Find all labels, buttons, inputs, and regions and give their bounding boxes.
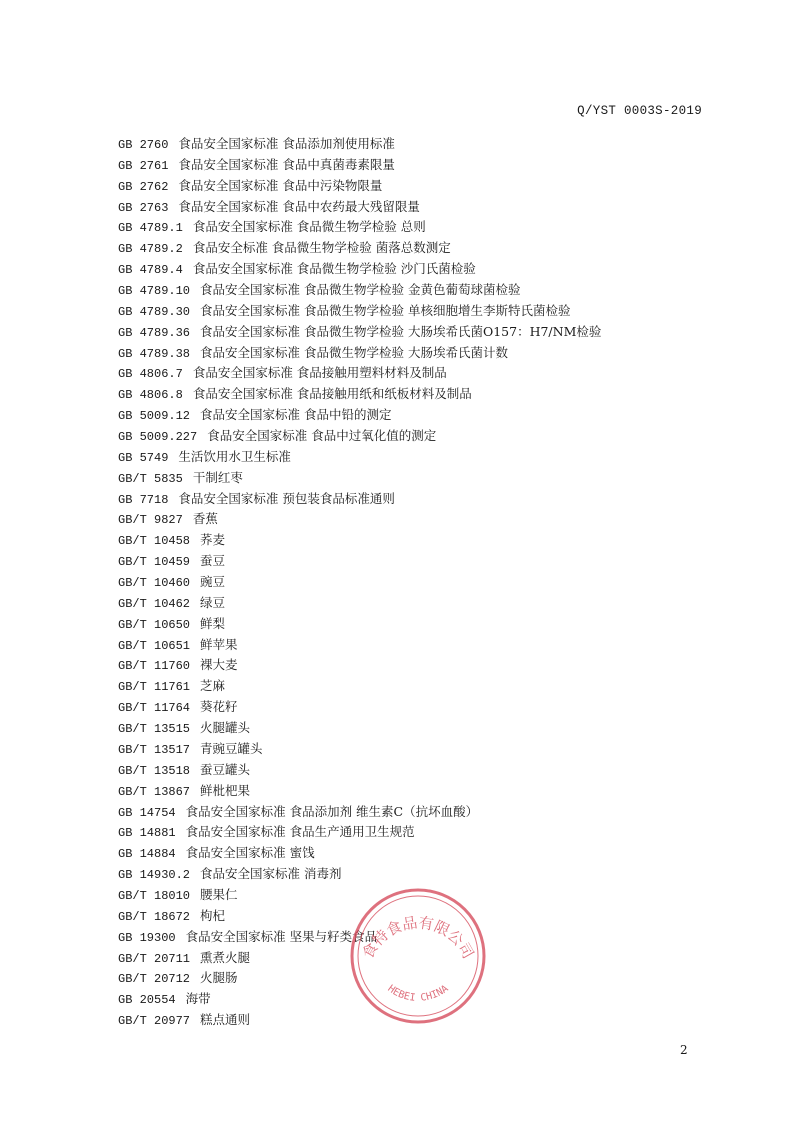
standard-title: 食品安全国家标准 食品接触用塑料材料及制品 xyxy=(192,365,447,381)
standard-title: 鲜苹果 xyxy=(200,636,238,652)
standard-title: 食品安全国家标准 食品微生物学检验 总则 xyxy=(192,219,426,235)
standard-code: GB 4789.4 xyxy=(118,263,183,278)
standard-code: GB/T 10460 xyxy=(118,576,191,591)
standard-title: 食品安全国家标准 蜜饯 xyxy=(185,845,315,861)
reference-item xyxy=(118,864,718,885)
standard-code: GB 19300 xyxy=(118,930,176,945)
standard-title: 食品安全国家标准 食品微生物学检验 金黄色葡萄球菌检验 xyxy=(200,282,521,298)
standard-title: 食品安全国家标准 坚果与籽类食品 xyxy=(185,928,378,944)
reference-item xyxy=(118,468,718,489)
reference-item xyxy=(118,447,718,468)
reference-item xyxy=(118,530,718,551)
standard-title: 食品安全国家标准 食品生产通用卫生规范 xyxy=(185,824,415,840)
reference-item xyxy=(118,509,718,530)
standard-code: GB/T 13518 xyxy=(118,763,191,778)
standard-title: 熏煮火腿 xyxy=(200,949,251,965)
standard-code: GB 14930.2 xyxy=(118,868,191,883)
reference-item xyxy=(118,885,718,906)
standard-title: 枸杞 xyxy=(200,907,226,923)
standard-code: GB 4789.10 xyxy=(118,284,191,299)
reference-item xyxy=(118,363,718,384)
reference-item xyxy=(118,760,718,781)
standard-title: 食品安全国家标准 食品微生物学检验 大肠埃希氏菌O157：H7/NM检验 xyxy=(200,323,602,339)
standard-title: 食品安全国家标准 食品中过氧化值的测定 xyxy=(207,428,437,444)
standard-code: GB/T 11760 xyxy=(118,659,191,674)
standard-code: GB 4806.8 xyxy=(118,388,183,403)
standard-title: 干制红枣 xyxy=(192,469,243,485)
standard-title: 火腿肠 xyxy=(200,970,238,986)
standard-title: 鲜梨 xyxy=(200,615,226,631)
standard-code: GB 20554 xyxy=(118,993,176,1008)
document-code: Q/YST 0003S-2019 xyxy=(577,104,702,118)
standard-code: GB/T 11761 xyxy=(118,680,191,695)
standard-code: GB/T 13517 xyxy=(118,742,191,757)
reference-item xyxy=(118,384,718,405)
standard-title: 葵花籽 xyxy=(200,699,238,715)
reference-item xyxy=(118,906,718,927)
standard-title: 荞麦 xyxy=(200,532,226,548)
reference-item xyxy=(118,197,718,218)
standard-title: 青豌豆罐头 xyxy=(200,740,263,756)
standard-code: GB 4789.30 xyxy=(118,304,191,319)
reference-item xyxy=(118,739,718,760)
reference-item xyxy=(118,176,718,197)
reference-item xyxy=(118,822,718,843)
standard-title: 糕点通则 xyxy=(200,1012,251,1028)
reference-item xyxy=(118,551,718,572)
reference-item xyxy=(118,259,718,280)
standard-title: 食品安全国家标准 食品微生物学检验 大肠埃希氏菌计数 xyxy=(200,344,508,360)
reference-item xyxy=(118,781,718,802)
reference-item xyxy=(118,593,718,614)
standard-code: GB/T 18010 xyxy=(118,888,191,903)
standard-code: GB/T 10462 xyxy=(118,596,191,611)
standard-code: GB 5749 xyxy=(118,450,169,465)
standard-code: GB 7718 xyxy=(118,492,169,507)
standard-title: 食品安全国家标准 食品接触用纸和纸板材料及制品 xyxy=(192,386,472,402)
standard-title: 绿豆 xyxy=(200,594,226,610)
standard-code: GB/T 10651 xyxy=(118,638,191,653)
standard-code: GB/T 11764 xyxy=(118,701,191,716)
standard-code: GB 4789.1 xyxy=(118,221,183,236)
standard-title: 鲜枇杷果 xyxy=(200,782,251,798)
standard-title: 豌豆 xyxy=(200,574,226,590)
standard-code: GB 14884 xyxy=(118,847,176,862)
reference-item xyxy=(118,718,718,739)
reference-item xyxy=(118,489,718,510)
standard-title: 食品安全国家标准 食品添加剂 维生素C（抗坏血酸） xyxy=(185,803,479,819)
standard-code: GB/T 5835 xyxy=(118,471,183,486)
reference-item xyxy=(118,572,718,593)
reference-item xyxy=(118,134,718,155)
standard-code: GB/T 10458 xyxy=(118,534,191,549)
standard-title: 食品安全国家标准 食品微生物学检验 沙门氏菌检验 xyxy=(192,261,476,277)
reference-item xyxy=(118,989,718,1010)
standard-code: GB 5009.12 xyxy=(118,409,191,424)
reference-item xyxy=(118,843,718,864)
reference-item xyxy=(118,635,718,656)
reference-item xyxy=(118,802,718,823)
standard-code: GB/T 10459 xyxy=(118,555,191,570)
standard-code: GB 2761 xyxy=(118,158,169,173)
standard-code: GB 4806.7 xyxy=(118,367,183,382)
reference-item xyxy=(118,301,718,322)
standard-title: 生活饮用水卫生标准 xyxy=(178,448,291,464)
standard-title: 食品安全国家标准 食品中铅的测定 xyxy=(200,407,392,423)
standard-code: GB 14754 xyxy=(118,805,176,820)
standard-code: GB/T 10650 xyxy=(118,617,191,632)
standard-code: GB 5009.227 xyxy=(118,430,198,445)
standard-code: GB 14881 xyxy=(118,826,176,841)
standard-code: GB/T 20977 xyxy=(118,1014,191,1029)
standard-title: 食品安全国家标准 食品中污染物限量 xyxy=(178,177,383,193)
standard-title: 食品安全国家标准 食品中真菌毒素限量 xyxy=(178,156,395,172)
standard-title: 腰果仁 xyxy=(200,886,238,902)
reference-item xyxy=(118,697,718,718)
standard-title: 食品安全国家标准 消毒剂 xyxy=(200,866,342,882)
standard-title: 芝麻 xyxy=(200,678,226,694)
standard-title: 蚕豆罐头 xyxy=(200,761,251,777)
standard-code: GB 4789.38 xyxy=(118,346,191,361)
standard-code: GB 4789.2 xyxy=(118,242,183,257)
reference-item xyxy=(118,155,718,176)
reference-item xyxy=(118,343,718,364)
standard-code: GB 2760 xyxy=(118,138,169,152)
reference-item xyxy=(118,322,718,343)
reference-item xyxy=(118,927,718,948)
reference-item xyxy=(118,968,718,989)
standard-code: GB 4789.36 xyxy=(118,325,191,340)
reference-item xyxy=(118,217,718,238)
standard-title: 食品安全国家标准 食品微生物学检验 单核细胞增生李斯特氏菌检验 xyxy=(200,302,571,318)
standard-title: 裸大麦 xyxy=(200,657,238,673)
standard-code: GB/T 20712 xyxy=(118,972,191,987)
standard-title: 海带 xyxy=(185,991,211,1007)
reference-item xyxy=(118,238,718,259)
reference-item xyxy=(118,948,718,969)
reference-item xyxy=(118,676,718,697)
standard-title: 食品安全标准 食品微生物学检验 菌落总数测定 xyxy=(192,240,451,256)
seal-top-text: 食特食品有限公司 xyxy=(358,913,478,962)
seal-bottom-text: HEBEI CHINA xyxy=(385,983,451,1004)
standard-title: 食品安全国家标准 食品中农药最大残留限量 xyxy=(178,198,420,214)
standard-title: 香蕉 xyxy=(192,511,218,527)
standard-code: GB 2762 xyxy=(118,179,169,194)
standard-title: 蚕豆 xyxy=(200,553,226,569)
reference-item xyxy=(118,280,718,301)
standard-code: GB/T 9827 xyxy=(118,513,183,528)
standard-code: GB/T 18672 xyxy=(118,909,191,924)
reference-item xyxy=(118,405,718,426)
standard-title: 火腿罐头 xyxy=(200,720,251,736)
standard-code: GB 2763 xyxy=(118,200,169,215)
normative-reference-list xyxy=(118,134,718,1031)
standard-code: GB/T 13867 xyxy=(118,784,191,799)
standard-title: 食品安全国家标准 预包装食品标准通则 xyxy=(178,490,395,506)
standard-title: 食品安全国家标准 食品添加剂使用标准 xyxy=(178,136,395,151)
page-number: 2 xyxy=(680,1043,688,1057)
standard-code: GB/T 13515 xyxy=(118,722,191,737)
reference-item xyxy=(118,614,718,635)
reference-item xyxy=(118,426,718,447)
standard-code: GB/T 20711 xyxy=(118,951,191,966)
reference-item xyxy=(118,1010,718,1031)
reference-item xyxy=(118,655,718,676)
